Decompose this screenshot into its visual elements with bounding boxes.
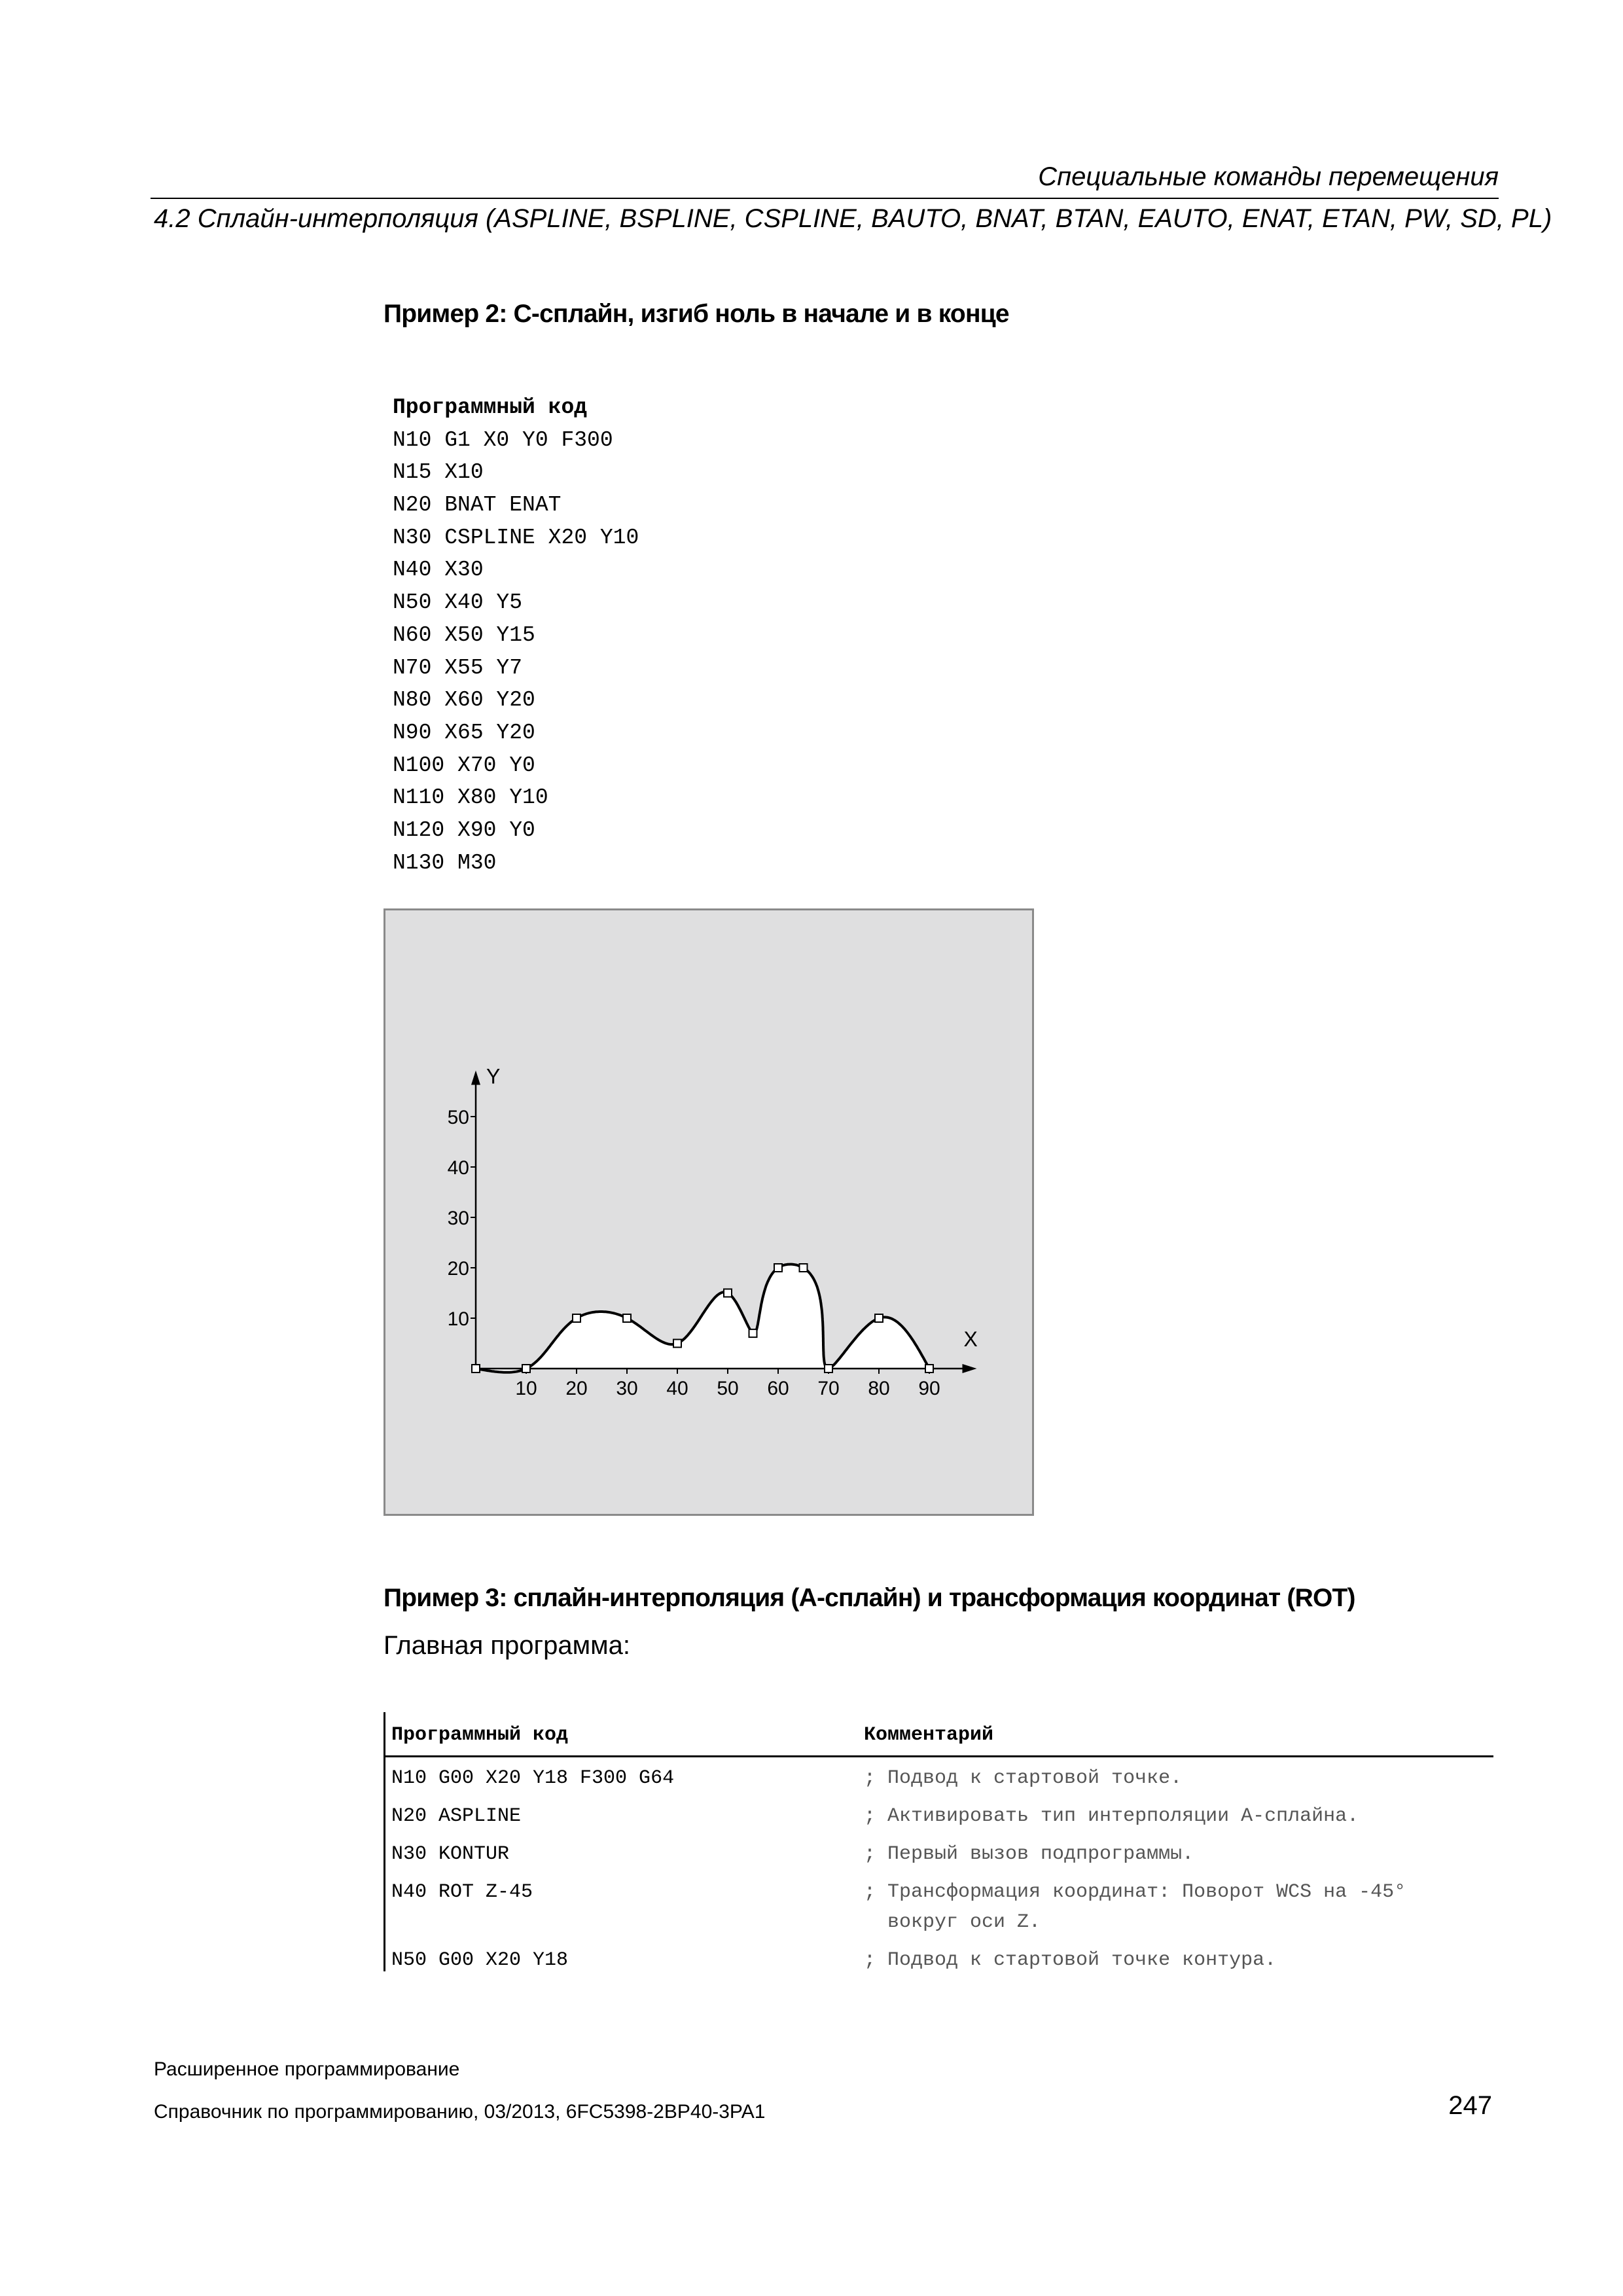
table-left-rule bbox=[383, 1712, 385, 1971]
code-header: Программный код bbox=[393, 395, 588, 420]
code-line: N120 X90 Y0 bbox=[393, 817, 535, 842]
x-axis-label: X bbox=[963, 1327, 978, 1351]
table-cell-comment: ; Активировать тип интерполяции А-сплайна. bbox=[864, 1805, 1359, 1827]
x-tick-label: 50 bbox=[717, 1378, 739, 1399]
x-tick-label: 70 bbox=[817, 1378, 840, 1399]
table-cell-comment: ; Первый вызов подпрограммы. bbox=[864, 1843, 1194, 1865]
x-axis-arrow bbox=[963, 1364, 977, 1373]
example3-heading: Пример 3: сплайн-интерполяция (A-сплайн) и трансформация координат (ROT) bbox=[383, 1584, 1355, 1612]
header-rule bbox=[151, 198, 1499, 199]
col-header-comment: Комментарий bbox=[864, 1724, 994, 1746]
y-tick-label: 10 bbox=[447, 1308, 469, 1330]
running-header-section: Специальные команды перемещения bbox=[1038, 162, 1499, 191]
running-header-chapter: 4.2 Сплайн-интерполяция (ASPLINE, BSPLINE, CSPLINE, BAUTO, BNAT, BTAN, EAUTO, ENAT, ETAN, PW, SD, PL) bbox=[154, 204, 1552, 233]
table-cell-code: N40 ROT Z-45 bbox=[391, 1881, 533, 1903]
program-table bbox=[383, 1712, 1493, 1974]
code-line: N20 BNAT ENAT bbox=[393, 493, 562, 518]
table-cell-code: N20 ASPLINE bbox=[391, 1805, 522, 1827]
spline-point-marker bbox=[825, 1365, 832, 1372]
x-tick-label: 40 bbox=[666, 1378, 688, 1399]
code-line: N10 G1 X0 Y0 F300 bbox=[393, 427, 613, 452]
spline-point-marker bbox=[925, 1365, 933, 1372]
table-cell-code: N50 G00 X20 Y18 bbox=[391, 1949, 569, 1971]
spline-chart bbox=[385, 910, 1032, 1514]
code-line: N70 X55 Y7 bbox=[393, 655, 523, 680]
spline-fill bbox=[476, 1265, 929, 1372]
spline-point-marker bbox=[472, 1365, 480, 1372]
col-header-code: Программный код bbox=[391, 1724, 569, 1746]
spline-point-marker bbox=[800, 1264, 808, 1272]
spline-figure bbox=[383, 908, 1034, 1516]
code-line: N60 X50 Y15 bbox=[393, 622, 535, 647]
main-program-label: Главная программа: bbox=[383, 1631, 630, 1660]
spline-point-marker bbox=[774, 1264, 782, 1272]
y-tick-label: 50 bbox=[447, 1107, 469, 1128]
x-tick-label: 30 bbox=[616, 1378, 638, 1399]
x-tick-label: 80 bbox=[868, 1378, 890, 1399]
spline-point-marker bbox=[875, 1314, 883, 1322]
code-line: N15 X10 bbox=[393, 460, 484, 485]
example2-heading: Пример 2: C-сплайн, изгиб ноль в начале и в конце bbox=[383, 300, 1009, 328]
spline-point-marker bbox=[573, 1314, 580, 1322]
table-header-rule bbox=[383, 1755, 1493, 1757]
code-line: N80 X60 Y20 bbox=[393, 688, 535, 713]
code-line: N100 X70 Y0 bbox=[393, 753, 535, 778]
code-line: N90 X65 Y20 bbox=[393, 720, 535, 745]
x-tick-label: 20 bbox=[565, 1378, 588, 1399]
y-axis-arrow bbox=[471, 1071, 480, 1085]
spline-point-marker bbox=[522, 1365, 530, 1372]
example2-code-listing bbox=[393, 391, 639, 879]
y-tick-label: 40 bbox=[447, 1157, 469, 1179]
footer-reference: Справочник по программированию, 03/2013, 6FC5398-2BP40-3PA1 bbox=[154, 2101, 766, 2123]
code-line: N130 M30 bbox=[393, 850, 497, 875]
table-cell-comment: ; Трансформация координат: Поворот WCS на -45° вокруг оси Z. bbox=[864, 1881, 1406, 1933]
code-line: N50 X40 Y5 bbox=[393, 590, 523, 615]
y-tick-label: 30 bbox=[447, 1208, 469, 1229]
spline-point-marker bbox=[673, 1340, 681, 1348]
page-number: 247 bbox=[1448, 2091, 1492, 2120]
footer-title: Расширенное программирование bbox=[154, 2058, 460, 2080]
code-line: N110 X80 Y10 bbox=[393, 785, 548, 810]
spline-point-marker bbox=[623, 1314, 631, 1322]
table-cell-comment: ; Подвод к стартовой точке. bbox=[864, 1767, 1183, 1789]
spline-point-marker bbox=[724, 1289, 732, 1297]
x-tick-label: 60 bbox=[767, 1378, 789, 1399]
spline-point-marker bbox=[749, 1329, 757, 1337]
table-cell-code: N30 KONTUR bbox=[391, 1843, 510, 1865]
code-line: N40 X30 bbox=[393, 558, 484, 583]
code-line: N30 CSPLINE X20 Y10 bbox=[393, 525, 639, 550]
x-tick-label: 10 bbox=[515, 1378, 537, 1399]
table-cell-code: N10 G00 X20 Y18 F300 G64 bbox=[391, 1767, 675, 1789]
x-tick-label: 90 bbox=[918, 1378, 940, 1399]
y-axis-label: Y bbox=[486, 1064, 501, 1088]
y-tick-label: 20 bbox=[447, 1258, 469, 1280]
table-cell-comment: ; Подвод к стартовой точке контура. bbox=[864, 1949, 1277, 1971]
